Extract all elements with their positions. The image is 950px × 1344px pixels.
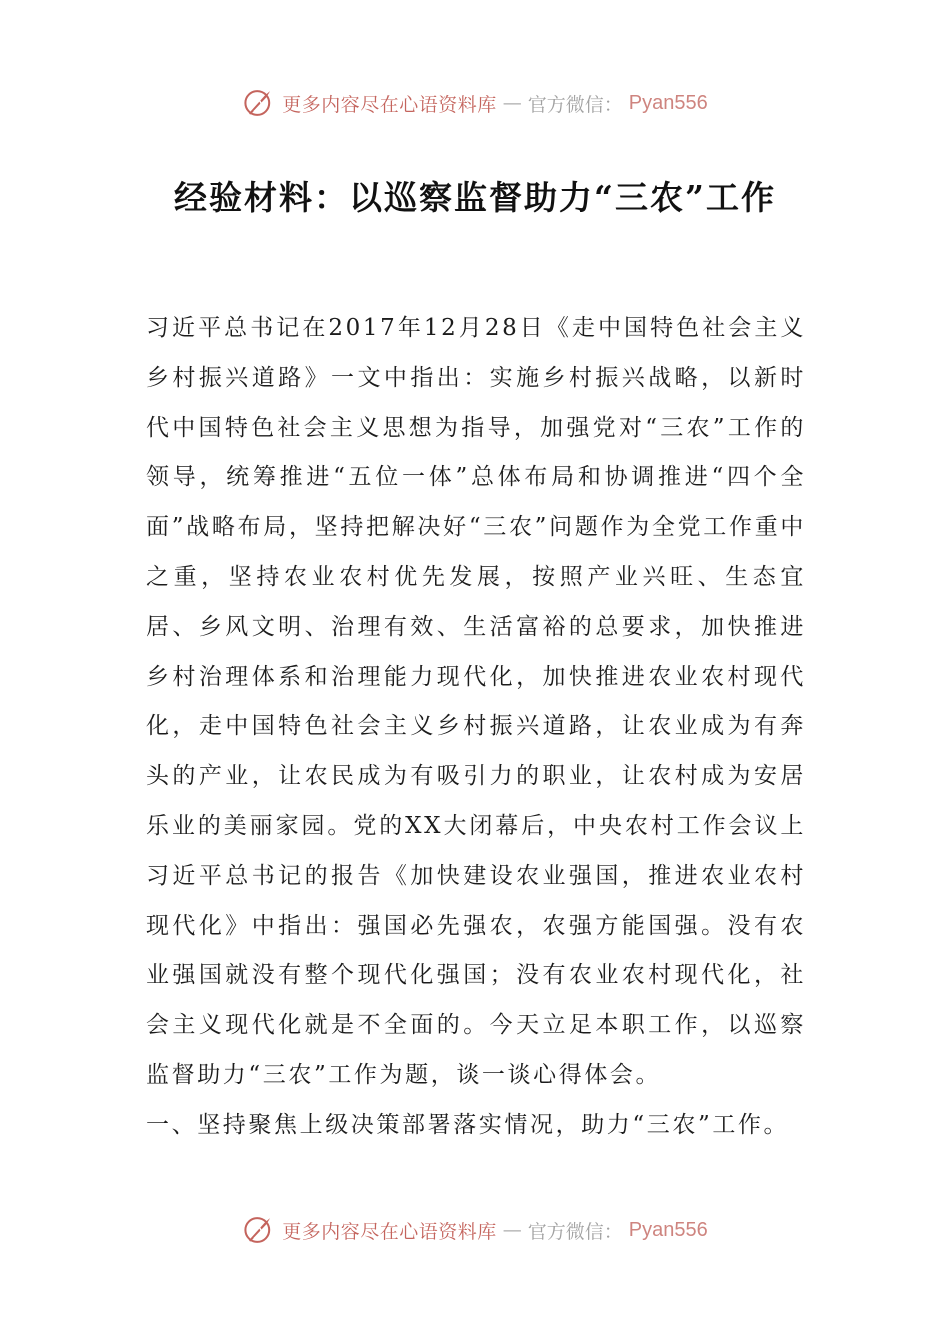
watermark-footer xyxy=(0,1210,950,1250)
watermark-header xyxy=(0,83,950,123)
body-paragraph: 习近平总书记在2017年12月28日《走中国特色社会主义乡村振兴道路》一文中指出：实施乡村振兴战略，以新时代中国特色社会主义思想为指导，加强党对“三农”工作的领导，统筹推进“五位一体”总体布局和协调推进“四个全面”战略布局，坚持把解决好“三农”问题作为全党工作重中之重，坚持农业农村优先发展，按照产业兴旺、生态宜居、乡风文明、治理有效、生活富裕的总要求，加快推进乡村治理体系和治理能力现代化，加快推进农业农村现代化，走中国特色社会主义乡村振兴道路，让农业成为有奔头的产业，让农民成为有吸引力的职业，让农村成为安居乐业的美丽家园。党的XX大闭幕后，中央农村工作会议上习近平总书记的报告《加快建设农业强国，推进农业农村现代化》中指出：强国必先强农，农强方能国强。没有农业强国就没有整个现代化强国；没有农业农村现代化，社会主义现代化就是不全面的。今天立足本职工作，以巡察监督助力“三农”工作为题，谈一谈心得体会。 xyxy=(146,315,806,1088)
section-heading: 一、坚持聚焦上级决策部署落实情况，助力“三农”工作。 xyxy=(146,1112,790,1138)
watermark-wechat-id: Pyan556 xyxy=(628,1218,708,1241)
document-title: 经验材料：以巡察监督助力“三农”工作 xyxy=(174,178,776,217)
watermark-brand: 更多内容尽在心语资料库 xyxy=(282,93,497,116)
watermark-wechat-id: Pyan556 xyxy=(628,91,708,114)
watermark-brand: 更多内容尽在心语资料库 xyxy=(282,1220,497,1243)
quill-pen-logo-icon xyxy=(242,1213,276,1247)
quill-pen-logo-icon xyxy=(242,86,276,120)
watermark-separator: — xyxy=(502,92,522,114)
watermark-wechat-label: 官方微信： xyxy=(527,93,623,116)
watermark-separator: — xyxy=(502,1219,522,1241)
watermark-wechat-label: 官方微信： xyxy=(527,1220,623,1243)
